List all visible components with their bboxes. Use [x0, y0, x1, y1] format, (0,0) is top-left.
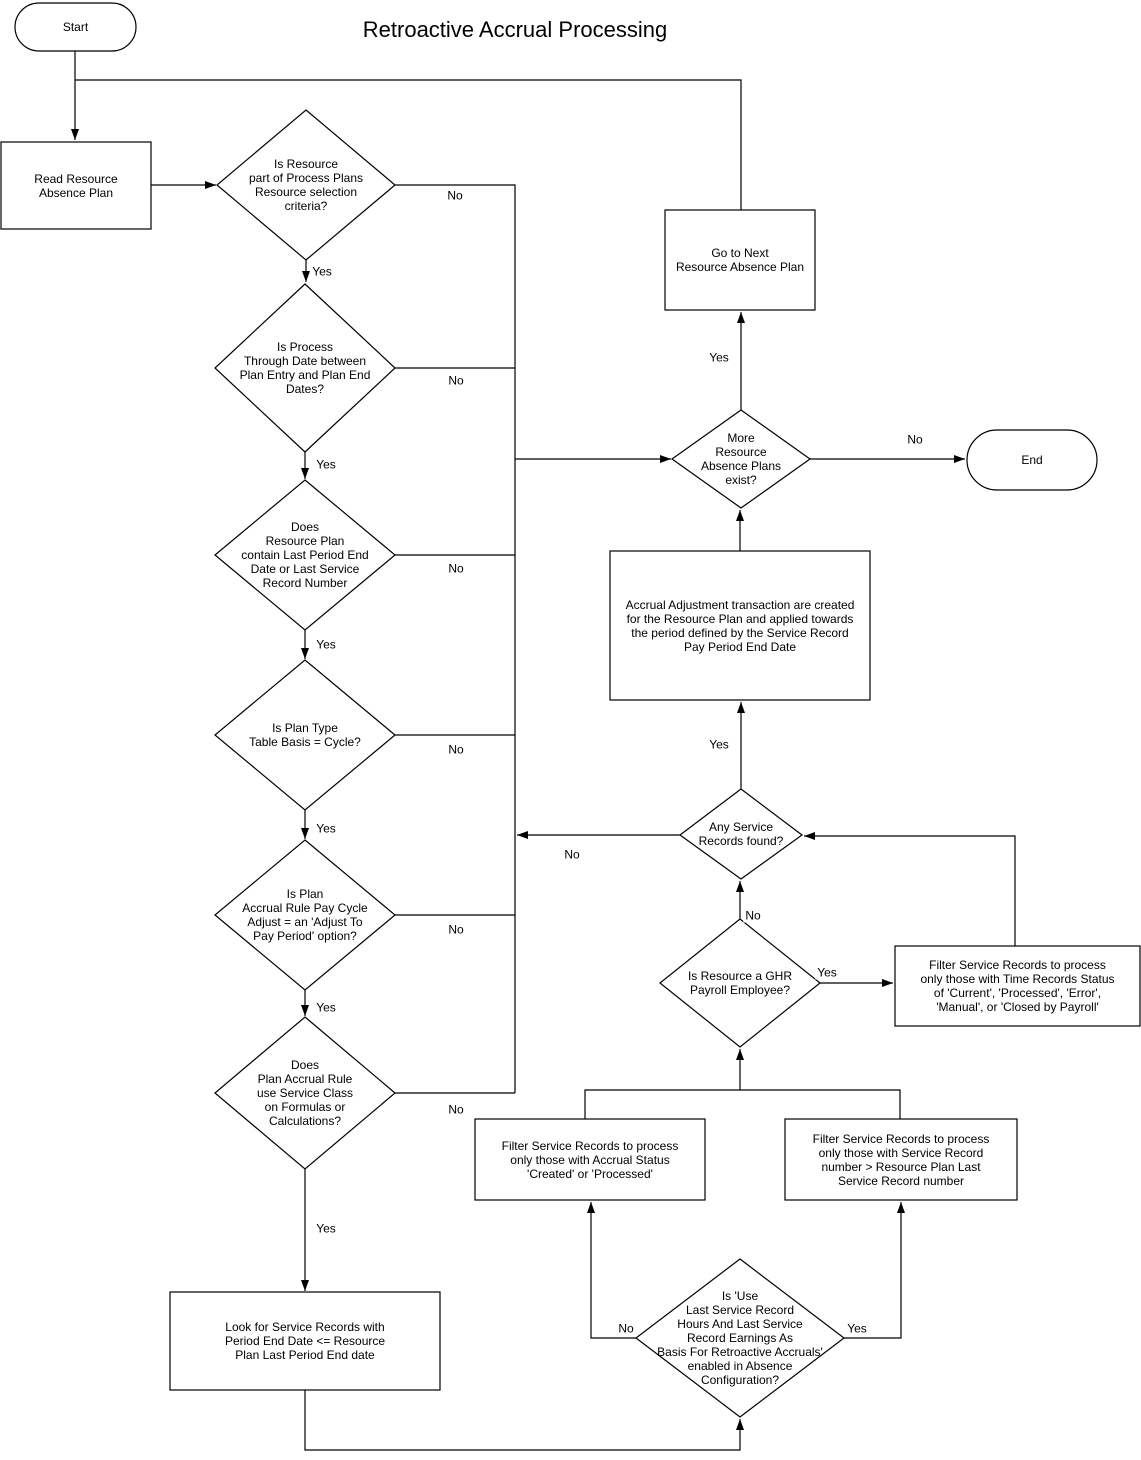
use-last-yes-label: Yes: [847, 1321, 867, 1336]
edge-use-last-no: [591, 1202, 636, 1338]
through-date-no-label: No: [448, 373, 464, 388]
look-records-label: Look for Service Records with Period End Date <= Resource Plan Last Period End date: [224, 1320, 386, 1362]
accrual-adjustment-box-shape: [610, 551, 870, 700]
any-records-diamond-label: Any Service Records found?: [698, 820, 784, 848]
filter-accrual-status-box-shape: [475, 1119, 705, 1200]
service-class-no-label: No: [448, 1102, 464, 1117]
edge-timefilter-to-any-records: [804, 836, 1015, 946]
selection-diamond-shape: [217, 110, 395, 260]
end-label: End: [1021, 453, 1043, 467]
contains-no-label: No: [448, 561, 464, 576]
edge-filters-merge: [585, 1090, 900, 1119]
plan-type-no-label: No: [448, 742, 464, 757]
read-plan-box-shape: [1, 142, 151, 229]
start-terminator-shape: [15, 3, 136, 51]
selection-yes-label: Yes: [312, 264, 332, 279]
edge-use-last-yes: [844, 1202, 901, 1338]
pay-cycle-diamond-label: Is Plan Accrual Rule Pay Cycle Adjust = an 'Adjust To Pay Period' option?: [242, 887, 368, 943]
edge-look-to-use-last: [305, 1390, 740, 1450]
contains-diamond-label: Does Resource Plan contain Last Period End Date or Last Service Record Number: [241, 520, 369, 590]
edge-goto-next-loop: [75, 80, 741, 210]
end-terminator-shape: [967, 430, 1097, 490]
selection-diamond-label: Is Resource part of Process Plans Resource selection criteria?: [248, 157, 364, 213]
service-class-diamond-label: Does Plan Accrual Rule use Service Class on Formulas or Calculations?: [256, 1058, 354, 1128]
pay-cycle-yes-label: Yes: [316, 1000, 336, 1015]
ghr-no-label: No: [745, 908, 761, 923]
pay-cycle-no-label: No: [448, 922, 464, 937]
read-plan-label: Read Resource Absence Plan: [34, 171, 118, 200]
service-class-yes-label: Yes: [316, 1221, 336, 1236]
contains-yes-label: Yes: [316, 637, 336, 652]
any-records-yes-label: Yes: [709, 737, 729, 752]
plan-type-diamond-shape: [215, 660, 395, 810]
filter-service-number-label: Filter Service Records to process only those with Service Record number > Resource Plan Last Service Record number: [812, 1131, 990, 1188]
goto-next-label: Go to Next Resource Absence Plan: [675, 246, 805, 274]
filter-time-status-box-shape: [895, 946, 1140, 1026]
ghr-diamond-label: Is Resource a GHR Payroll Employee?: [687, 969, 793, 997]
filter-accrual-status-label: Filter Service Records to process only those with Accrual Status 'Created' or 'Processed': [501, 1138, 679, 1181]
filter-time-status-label: Filter Service Records to process only those with Time Records Status of 'Current', 'Processed', 'Error', 'Manual', or 'Closed by Payroll': [920, 958, 1115, 1014]
through-date-diamond-label: Is Process Through Date between Plan Entry and Plan End Dates?: [239, 340, 371, 396]
more-plans-diamond-shape: [672, 410, 810, 508]
use-last-no-label: No: [618, 1321, 634, 1336]
service-class-diamond-shape: [215, 1017, 395, 1169]
ghr-yes-label: Yes: [817, 965, 837, 980]
start-label: Start: [62, 20, 89, 34]
more-plans-diamond-label: More Resource Absence Plans exist?: [700, 431, 782, 487]
ghr-diamond-shape: [660, 919, 820, 1047]
filter-service-number-box-shape: [785, 1119, 1017, 1200]
pay-cycle-diamond-shape: [215, 840, 395, 990]
accrual-adjustment-label: Accrual Adjustment transaction are created for the Resource Plan and applied towards the period defined by the Service Record Pay Period End Date: [625, 597, 855, 654]
edge-no-collector-rail: [395, 185, 515, 1093]
through-date-diamond-shape: [215, 284, 395, 452]
plan-type-yes-label: Yes: [316, 821, 336, 836]
selection-no-label: No: [447, 188, 463, 203]
through-date-yes-label: Yes: [316, 457, 336, 472]
more-plans-no-label: No: [907, 432, 923, 447]
contains-diamond-shape: [215, 480, 395, 630]
look-records-box-shape: [170, 1292, 440, 1390]
use-last-diamond-shape: [636, 1259, 844, 1417]
any-records-diamond-shape: [680, 789, 802, 879]
more-plans-yes-label: Yes: [709, 350, 729, 365]
plan-type-diamond-label: Is Plan Type Table Basis = Cycle?: [249, 721, 361, 749]
use-last-diamond-label: Is 'Use Last Service Record Hours And Last Service Record Earnings As Basis For Retroactive Accruals' enabled in Absence Configuration?: [657, 1289, 823, 1387]
goto-next-box-shape: [665, 210, 815, 310]
any-records-no-label: No: [564, 847, 580, 862]
diagram-title: Retroactive Accrual Processing: [362, 17, 668, 42]
